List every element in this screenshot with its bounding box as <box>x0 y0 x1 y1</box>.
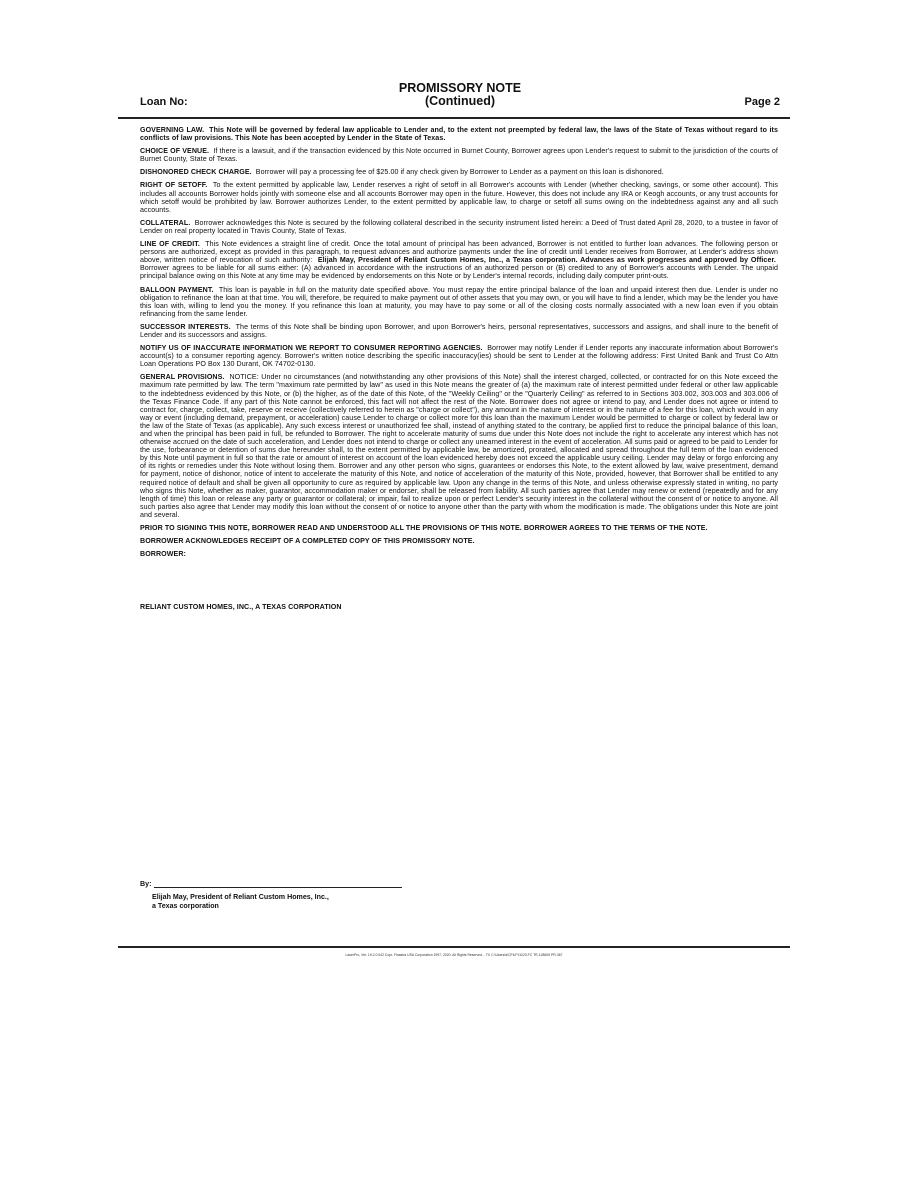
section-heading: COLLATERAL. <box>140 218 191 227</box>
title-line-2: (Continued) <box>424 94 496 108</box>
section-text: Borrower agrees to be liable for all sums either: (A) advanced in accordance with the instructions of an authorized person or (B) credited to any of Borrower's accounts with Lender. The unpaid principal balance owing on this Note at any time may be evidenced by endorsements on this Note or by Lender's internal records, including daily computer print-outs. <box>140 264 778 281</box>
section-text: Borrower may notify Lender if Lender reports any inaccurate information about Borrower's account(s) to a consumer reporting agency. Borrower's written notice describing the specific inaccuracy(ies) should be sent to Lender at the following address: First United Bank and Trust Co Attn Loan Operations PO Box 130 Durant, OK 74702-0130. <box>140 344 778 369</box>
signer-line-2: a Texas corporation <box>152 902 219 910</box>
signer-line-1: Elijah May, President of Reliant Custom Homes, Inc., <box>152 893 329 901</box>
section-line-of-credit <box>140 240 778 280</box>
section-dishonored-check <box>140 168 778 176</box>
title-line-1: PROMISSORY NOTE <box>398 81 522 95</box>
section-text-bold: Elijah May, President of Reliant Custom Homes, Inc., a Texas corporation. Advances as work progresses and approved by Officer. <box>317 256 776 265</box>
section-text: Borrower acknowledges this Note is secured by the following collateral described in the security instrument listed herein: a Deed of Trust dated April 28, 2020, to a trustee in favor of Lender on real property located in Travis County, State of Texas. <box>140 218 778 235</box>
by-label: By: <box>140 880 152 888</box>
section-text: This Note will be governed by federal law applicable to Lender and, to the extent not preempted by federal law, the laws of the State of Texas without regard to its conflicts of law provisions. This Note has been accepted by Lender in the State of Texas. <box>140 126 778 143</box>
signature-line <box>154 887 402 888</box>
section-text: The terms of this Note shall be binding upon Borrower, and upon Borrower's heirs, personal representatives, successors and assigns, and shall inure to the benefit of Lender and its successors and assigns. <box>140 322 778 339</box>
section-governing-law <box>140 126 778 142</box>
section-heading: DISHONORED CHECK CHARGE. <box>140 168 252 177</box>
section-text: To the extent permitted by applicable law, Lender reserves a right of setoff in all Borrower's accounts with Lender (whether checking, savings, or some other account). This includes all accounts Borrower holds jointly with someone else and all accounts Borrower may open in the future. However, this does not include any IRA or Keogh accounts, or any trust accounts for which setoff would be prohibited by law. Borrower authorizes Lender, to the extent permitted by applicable law, to charge or setoff all sums owing on the indebtedness against any and all such accounts. <box>140 181 778 214</box>
footer-divider <box>118 946 790 948</box>
note-body <box>140 126 778 616</box>
section-text: If there is a lawsuit, and if the transaction evidenced by this Note occurred in Burnet County, Borrower agrees upon Lender's request to submit to the jurisdiction of the courts of Burnet County, State of Texas. <box>140 147 778 164</box>
section-heading: GENERAL PROVISIONS. <box>140 373 225 382</box>
signer-name <box>152 893 329 911</box>
prior-to-signing-statement: PRIOR TO SIGNING THIS NOTE, BORROWER READ AND UNDERSTOOD ALL THE PROVISIONS OF THIS NOTE. BORROWER AGREES TO THE TERMS OF THE NOTE. <box>140 524 708 533</box>
section-heading: BALLOON PAYMENT. <box>140 285 214 294</box>
section-choice-of-venue <box>140 147 778 163</box>
section-general-provisions <box>140 373 778 519</box>
section-heading: CHOICE OF VENUE. <box>140 147 210 156</box>
section-notify-us <box>140 344 778 368</box>
section-heading: LINE OF CREDIT. <box>140 240 200 249</box>
header-divider <box>118 117 790 119</box>
section-heading: SUCCESSOR INTERESTS. <box>140 322 231 331</box>
section-text: This Note evidences a straight line of credit. Once the total amount of principal has been advanced, Borrower is not entitled to further loan advances. The following person or persons are authorized, except as provided in this paragraph, to request advances and authorize payments under the line of credit until Lender receives from Borrower, at Lender's address shown above, written notice of revocation of such authority: <box>140 240 778 265</box>
section-successor-interests <box>140 323 778 339</box>
section-heading: GOVERNING LAW. <box>140 126 205 134</box>
section-balloon-payment <box>140 286 778 318</box>
borrower-label: BORROWER: <box>140 550 186 559</box>
section-text: Borrower will pay a processing fee of $25.00 if any check given by Borrower to Lender as a payment on this loan is dishonored. <box>255 168 664 177</box>
acknowledgement-statement: BORROWER ACKNOWLEDGES RECEIPT OF A COMPLETED COPY OF THIS PROMISSORY NOTE. <box>140 537 475 546</box>
page-header <box>140 82 780 112</box>
signature-block <box>140 880 640 888</box>
section-right-of-setoff <box>140 181 778 213</box>
section-text: NOTICE: Under no circumstances (and notwithstanding any other provisions of this Note) shall the interest charged, collected, or contracted for on this Note exceed the maximum rate permitted by law. The term "maximum rate permitted by law" as used in this Note means the greater of (a) the maximum rate of interest permitted under federal or other law applicable to the indebtedness evidenced by this Note, or (b) the higher, as of the date of this Note, of the "Weekly Ceiling" or the "Quarterly Ceiling" as referred to in Sections 303.002, 303.003 and 303.006 of the Texas Finance Code. If any part of this Note cannot be enforced, this fact will not affect the rest of the Note. Borrower does not agree or intend to pay, and Lender does not agree or intend to contract for, charge, collect, take, reserve or receive (collectively referred to herein as "charge or collect"), any amount in the nature of interest or in the nature of a fee for this loan, which would in any way or event (including demand, prepayment, or acceleration) cause Lender to charge or collect more for this loan than the maximum Lender would be permitted to charge or collect by federal law or the law of the State of Texas (as applicable). Any such excess interest or unauthorized fee shall, instead of anything stated to the contrary, be applied first to reduce the principal balance of this loan, and when the principal has been paid in full, be refunded to Borrower. The right to accelerate maturity of sums due under this Note does not include the right to accelerate any interest which has not otherwise accrued on the date of such acceleration, and Lender does not intend to charge or collect any unearned interest in the event of acceleration. All sums paid or agreed to be paid to Lender for the use, forbearance or detention of sums due hereunder shall, to the extent permitted by applicable law, be amortized, prorated, allocated and spread throughout the full term of the loan evidenced by this Note until payment in full so that the rate or amount of interest on account of the loan evidenced hereby does not exceed the applicable usury ceiling. Lender may delay or forgo enforcing any of its rights or remedies under this Note without losing them. Borrower and any other person who signs, guarantees or endorses this Note, to the extent allowed by law, waive presentment, demand for payment, notice of dishonor, notice of intent to accelerate the maturity of this Note, and notice of acceleration of the maturity of this Note, provided, however, that Borrower shall be entitled to any required notice of default and shall be given all opportunity to cure as required by applicable law. Upon any change in the terms of this Note, and unless otherwise expressly stated in writing, no party who signs this Note, whether as maker, guarantor, accommodation maker or endorser, shall be released from liability. All such parties agree that Lender may renew or extend (repeatedly and for any length of time) this loan or release any party or guarantor or collateral; or impair, fail to realize upon or perfect Lender's security interest in the collateral without the consent of or notice to anyone. All such parties also agree that Lender may modify this loan without the consent of or notice to anyone other than the party with whom the modification is made. The obligations under this Note are joint and several. <box>140 373 778 519</box>
section-collateral <box>140 219 778 235</box>
loan-no-label: Loan No: <box>140 96 188 108</box>
section-heading: RIGHT OF SETOFF. <box>140 181 208 190</box>
footer-text: LaserPro, Ver. 19.2.0.042 Copr. Finastra USA Corporation 1997, 2020. All Rights Reserved. - TX C:\Users\d\CFILPL\D20.FC TR-128605 PR-367 <box>345 953 563 957</box>
document-title <box>140 82 780 108</box>
signature-spacer <box>140 563 778 603</box>
borrower-entity: RELIANT CUSTOM HOMES, INC., A TEXAS CORPORATION <box>140 603 342 612</box>
section-heading: NOTIFY US OF INACCURATE INFORMATION WE REPORT TO CONSUMER REPORTING AGENCIES. <box>140 344 483 353</box>
section-text: This loan is payable in full on the maturity date specified above. You must repay the entire principal balance of the loan and unpaid interest then due. Lender is under no obligation to refinance the loan at that time. You will, therefore, be required to make payment out of other assets that you may own, or you will have to find a lender, which may be the lender you have this loan with, willing to lend you the money. If you refinance this loan at maturity, you may have to pay some or all of the closing costs normally associated with a new loan even if you obtain refinancing from the same lender. <box>140 285 778 318</box>
page-number: Page 2 <box>744 96 780 108</box>
